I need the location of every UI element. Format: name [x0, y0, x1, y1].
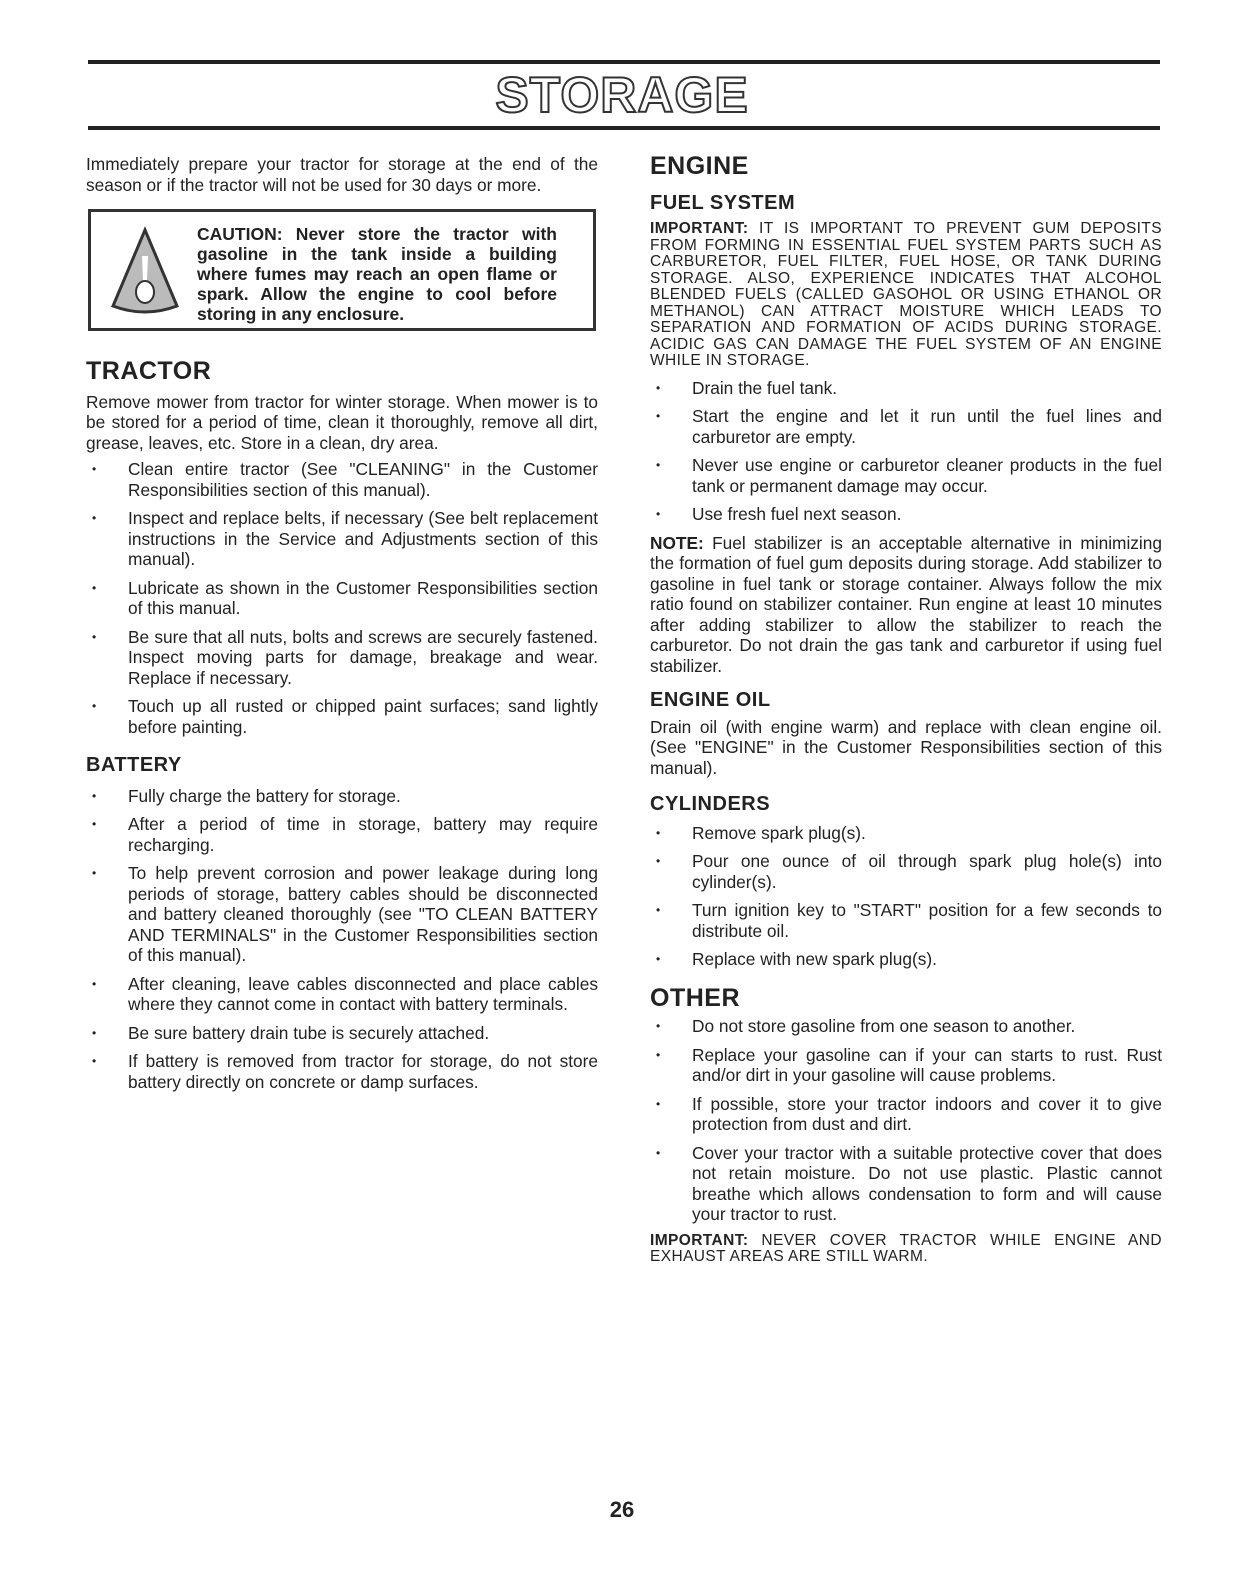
warning-icon	[109, 226, 181, 316]
list-item: • To help prevent corrosion and power leakage during long periods of storage, battery cables should be disconnected and battery cleaned thoroughly (see "TO CLEAN BATTERY AND TERMINALS" in the Customer Responsibilities section of this manual).	[86, 863, 598, 966]
page-title: STORAGE	[495, 67, 749, 123]
tractor-list	[86, 459, 598, 737]
list-item: • Do not store gasoline from one season to another.	[650, 1016, 1162, 1037]
battery-list	[86, 786, 598, 1093]
engine-oil-heading: ENGINE OIL	[650, 689, 771, 711]
left-column	[86, 154, 598, 1100]
other-important: IMPORTANT: NEVER COVER TRACTOR WHILE ENGINE AND EXHAUST AREAS ARE STILL WARM.	[650, 1231, 1162, 1265]
list-item: • If possible, store your tractor indoors and cover it to give protection from dust and dirt.	[650, 1094, 1162, 1135]
cylinders-heading: CYLINDERS	[650, 793, 771, 815]
list-item: • Replace with new spark plug(s).	[650, 949, 1162, 970]
page-number: 26	[609, 1497, 635, 1522]
caution-text: CAUTION: Never store the tractor with gasoline in the tank inside a building where fumes may reach an open flame or spark. Allow the engine to cool before storing in any enclosure.	[197, 224, 557, 324]
list-item: • After cleaning, leave cables disconnected and place cables where they cannot come in contact with battery terminals.	[86, 974, 598, 1015]
fuel-important: IMPORTANT: IT IS IMPORTANT TO PREVENT GUM DEPOSITS FROM FORMING IN ESSENTIAL FUEL SYSTEM PARTS SUCH AS CARBURETOR, FUEL FILTER, FUEL HOSE, OR TANK DURING STORAGE. ALSO, EXPERIENCE INDICATES THAT ALCOHOL BLENDED FUELS (CALLED GASOHOL OR USING ETHANOL OR METHANOL) CAN ATTRACT MOISTURE WHICH LEADS TO SEPARATION AND FORMATION OF ACIDS DURING STORAGE. ACIDIC GAS CAN DAMAGE THE FUEL SYSTEM OF AN ENGINE WHILE IN STORAGE.	[650, 220, 1162, 369]
tractor-heading: TRACTOR	[86, 357, 212, 385]
list-item: • Turn ignition key to "START" position for a few seconds to distribute oil.	[650, 900, 1162, 941]
list-item: • Be sure battery drain tube is securely attached.	[86, 1023, 598, 1044]
list-item: • Never use engine or carburetor cleaner products in the fuel tank or permanent damage may occur.	[650, 455, 1162, 496]
engine-heading: ENGINE	[650, 152, 749, 180]
list-item: • Touch up all rusted or chipped paint surfaces; sand lightly before painting.	[86, 696, 598, 737]
other-heading: OTHER	[650, 983, 740, 1012]
fuel-list	[650, 378, 1162, 525]
list-item: • Clean entire tractor (See "CLEANING" in the Customer Responsibilities section of this manual).	[86, 459, 598, 500]
list-item: • Use fresh fuel next season.	[650, 504, 1162, 525]
caution-box	[88, 209, 596, 331]
fuel-note: NOTE: Fuel stabilizer is an acceptable alternative in minimizing the formation of fuel gum deposits during storage. Add stabilizer to gasoline in fuel tank or storage container. Always follow the mix ratio found on stabilizer container. Run engine at least 10 minutes after adding stabilizer to allow the stabilizer to reach the carburetor. Do not drain the gas tank and carburetor if using fuel stabilizer.	[650, 532, 1162, 676]
list-item: • Replace your gasoline can if your can starts to rust. Rust and/or dirt in your gasoline will cause problems.	[650, 1045, 1162, 1086]
list-item: • After a period of time in storage, battery may require recharging.	[86, 814, 598, 855]
list-item: • Lubricate as shown in the Customer Responsibilities section of this manual.	[86, 578, 598, 619]
list-item: • Pour one ounce of oil through spark plug hole(s) into cylinder(s).	[650, 851, 1162, 892]
fuel-system-heading: FUEL SYSTEM	[650, 191, 796, 214]
intro-text: Immediately prepare your tractor for storage at the end of the season or if the tractor will not be used for 30 days or more.	[86, 154, 598, 195]
list-item: • If battery is removed from tractor for storage, do not store battery directly on concrete or damp surfaces.	[86, 1051, 598, 1092]
list-item: • Remove spark plug(s).	[650, 823, 1162, 844]
battery-heading: BATTERY	[86, 754, 182, 776]
top-rule	[88, 60, 1160, 64]
list-item: • Fully charge the battery for storage.	[86, 786, 598, 807]
list-item: • Inspect and replace belts, if necessary (See belt replacement instructions in the Service and Adjustments section of this manual).	[86, 508, 598, 570]
cylinders-list	[650, 823, 1162, 970]
list-item: • Drain the fuel tank.	[650, 378, 1162, 399]
engine-oil-text: Drain oil (with engine warm) and replace with clean engine oil. (See "ENGINE" in the Customer Responsibilities section of this manual).	[650, 716, 1162, 778]
list-item: • Cover your tractor with a suitable protective cover that does not retain moisture. Do not use plastic. Plastic cannot breathe which allows condensation to form and will cause your tractor to rust.	[650, 1143, 1162, 1225]
tractor-paragraph: Remove mower from tractor for winter storage. When mower is to be stored for a period of time, clean it thoroughly, remove all dirt, grease, leaves, etc. Store in a clean, dry area.	[86, 391, 598, 453]
bottom-rule	[88, 126, 1160, 130]
list-item: • Be sure that all nuts, bolts and screws are securely fastened. Inspect moving parts for damage, breakage and wear. Replace if necessary.	[86, 627, 598, 689]
other-list	[650, 1016, 1162, 1225]
list-item: • Start the engine and let it run until the fuel lines and carburetor are empty.	[650, 406, 1162, 447]
right-column	[650, 154, 1162, 1274]
